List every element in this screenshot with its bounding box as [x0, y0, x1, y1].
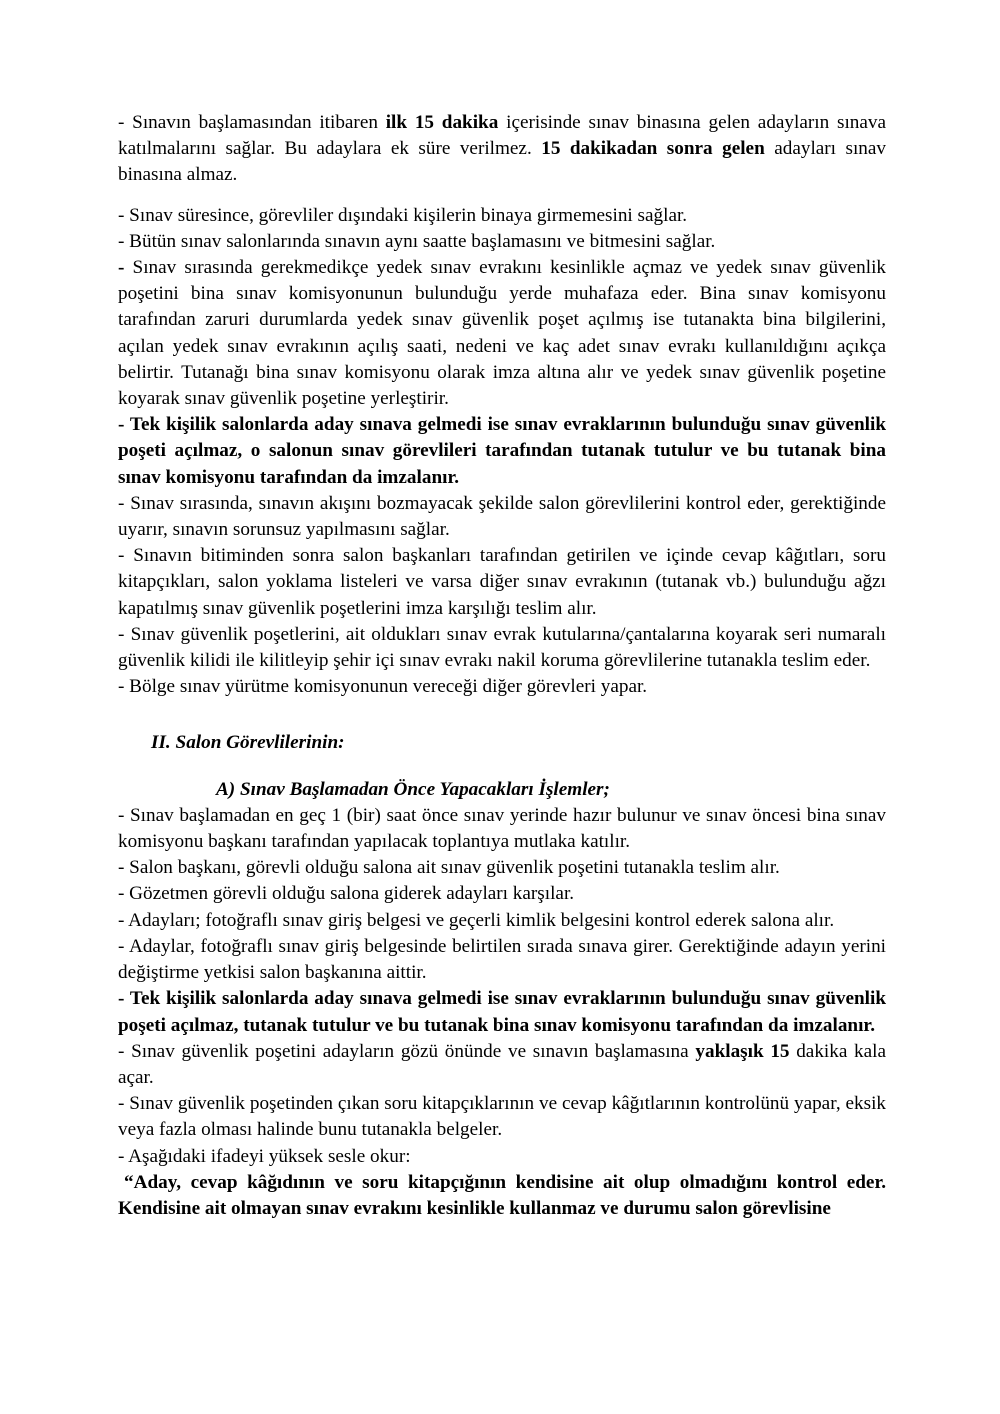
- text-run: - Adayları; fotoğraflı sınav giriş belgesi ve geçerli kimlik belgesini kontrol ederek salona alır.: [118, 909, 835, 931]
- text-run: - Sınav sırasında, sınavın akışını bozmayacak şekilde salon görevlilerini kontrol eder, gerektiğinde uyarır, sınavın sorunsuz yapılmasını sağlar.: [118, 492, 886, 541]
- text-run-bold: - Tek kişilik salonlarda aday sınava gelmedi ise sınav evraklarının bulunduğu sınav güvenlik poşeti açılmaz, tutanak tutulur ve bu tutanak bina sınav komisyonu tarafından da imzalanır.: [118, 988, 886, 1036]
- text-run: - Sınav güvenlik poşetinden çıkan soru kitapçıklarının ve cevap kâğıtlarının kontrolünü yapar, eksik veya fazla olması halinde bunu tutanakla belgeler.: [118, 1093, 886, 1141]
- text-run: dakika kala açar.: [118, 1040, 886, 1088]
- paragraph-check-booklets-and-sheets: [118, 1091, 886, 1143]
- text-run-bold: yaklaşık 15: [695, 1040, 790, 1062]
- paragraph-transport-security-lock: [118, 622, 886, 674]
- paragraph-backup-exam-envelope: [118, 255, 886, 412]
- paragraph-collect-sealed-envelopes: [118, 543, 886, 622]
- text-run: - Sınav süresince, görevliler dışındaki kişilerin binaya girmemesini sağlar.: [118, 204, 688, 226]
- text-run: - Bütün sınav salonlarında sınavın aynı saatte başlamasını ve bitmesini sağlar.: [118, 230, 716, 252]
- paragraph-single-candidate-hall-bold-2: [118, 986, 886, 1038]
- paragraph-open-envelope-15-minutes: [118, 1039, 886, 1091]
- heading-subsection-a: A) Sınav Başlamadan Önce Yapacakları İşlemler;: [216, 778, 610, 800]
- text-run-bold: -: [118, 257, 133, 279]
- text-run-bold: - Tek kişilik salonlarda aday sınava gelmedi ise sınav evraklarının bulunduğu sınav güvenlik poşeti açılmaz, o salonun sınav görevlileri tarafından tutanak tutulur ve bu tutanak bina sınav komisyonu tarafından da imzalanır.: [118, 414, 886, 488]
- text-run: - Sınav güvenlik poşetini adayların gözü önünde ve sınavın başlamasına: [118, 1040, 696, 1062]
- paragraph-hall-chief-receives-envelope: [118, 855, 886, 881]
- text-run: - Sınavın başlamasından itibaren: [118, 112, 386, 133]
- paragraph-announcement-quote: [118, 1170, 886, 1222]
- text-run: - Sınav başlamadan en geç 1 (bir) saat önce sınav yerinde hazır bulunur ve sınav öncesi bina sınav komisyonu başkanı tarafından yapılacak toplantıya mutlaka katılır.: [118, 804, 886, 853]
- text-run-bold: “Aday, cevap kâğıdının ve soru kitapçığının kendisine ait olup olmadığını kontrol eder. Kendisine ait olmayan sınav evrakını kesinlikle kullanmaz ve durumu salon görevlisine: [118, 1171, 886, 1219]
- text-run-bold: ilk 15 dakika: [385, 112, 499, 133]
- text-run: - Gözetmen görevli olduğu salona giderek adayları karşılar.: [118, 883, 575, 905]
- text-run: - Salon başkanı, görevli olduğu salona ait sınav güvenlik poşetini tutanakla teslim alır.: [118, 857, 780, 879]
- document-body: [118, 110, 886, 1222]
- paragraph-id-check-entry: [118, 908, 886, 934]
- paragraph-single-candidate-hall-bold: [118, 412, 886, 491]
- text-run: - Adaylar, fotoğraflı sınav giriş belgesinde belirtilen sırada sınava girer. Gerektiğinde adayın yerini değiştirme yetkisi salon başkanına aittir.: [118, 935, 886, 984]
- paragraph-seating-order: [118, 934, 886, 986]
- text-run-bold: 15 dakikadan sonra gelen: [541, 138, 765, 160]
- text-run: - Bölge sınav yürütme komisyonunun vereceği diğer görevleri yapar.: [118, 676, 648, 698]
- text-run: - Sınavın bitiminden sonra salon başkanları tarafından getirilen ve içinde cevap kâğıtları, soru kitapçıkları, salon yoklama listeleri ve varsa diğer sınav evrakının (tutanak vb.) bulunduğu ağzı kapatılmış sınav güvenlik poşetlerini imza karşılığı teslim alır.: [118, 545, 886, 619]
- text-run: Sınav sırasında gerekmedikçe yedek sınav evrakını kesinlikle açmaz ve yedek sınav güvenlik poşetini bina sınav komisyonunun bulunduğu yerde muhafaza eder. Bina sınav komisyonu tarafından zaruri durumlarda yedek sınav güvenlik poşet açılmış ise tutanakta bina bilgilerini, açılan yedek sınav evrakının açılış saati, nedeni ve kaç adet sınav evrakı kullanıldığını açıkça belirtir. Tutanağı bina sınav komisyonu olarak imza altına alır ve yedek sınav güvenlik poşetine koyarak sınav güvenlik poşetine yerleştirir.: [118, 257, 886, 410]
- paragraph-proctor-greets-candidates: [118, 881, 886, 907]
- paragraph-simultaneous-start: [118, 229, 886, 255]
- text-run: içerisinde sınav binasına gelen adayların sınava katılmalarını sağlar. Bu adaylara ek süre verilmez.: [118, 112, 886, 160]
- text-run: - Sınav güvenlik poşetlerini, ait oldukları sınav evrak kutularına/çantalarına koyarak seri numaralı güvenlik kilidi ile kilitleyip şehir içi sınav evrakı nakil koruma görevlilerine tutanakla teslim eder.: [118, 623, 886, 672]
- paragraph-exam-start-15-minutes: [118, 110, 886, 189]
- paragraph-building-access: [118, 203, 886, 229]
- paragraph-other-duties: [118, 674, 886, 700]
- paragraph-read-aloud-intro: [118, 1144, 886, 1170]
- text-run: - Aşağıdaki ifadeyi yüksek sesle okur:: [118, 1145, 411, 1167]
- paragraph-monitor-hall-staff: [118, 491, 886, 543]
- paragraph-arrive-one-hour-early: [118, 803, 886, 855]
- heading-section-ii: II. Salon Görevlilerinin:: [151, 732, 345, 754]
- text-run: adayları sınav binasına almaz.: [118, 138, 886, 186]
